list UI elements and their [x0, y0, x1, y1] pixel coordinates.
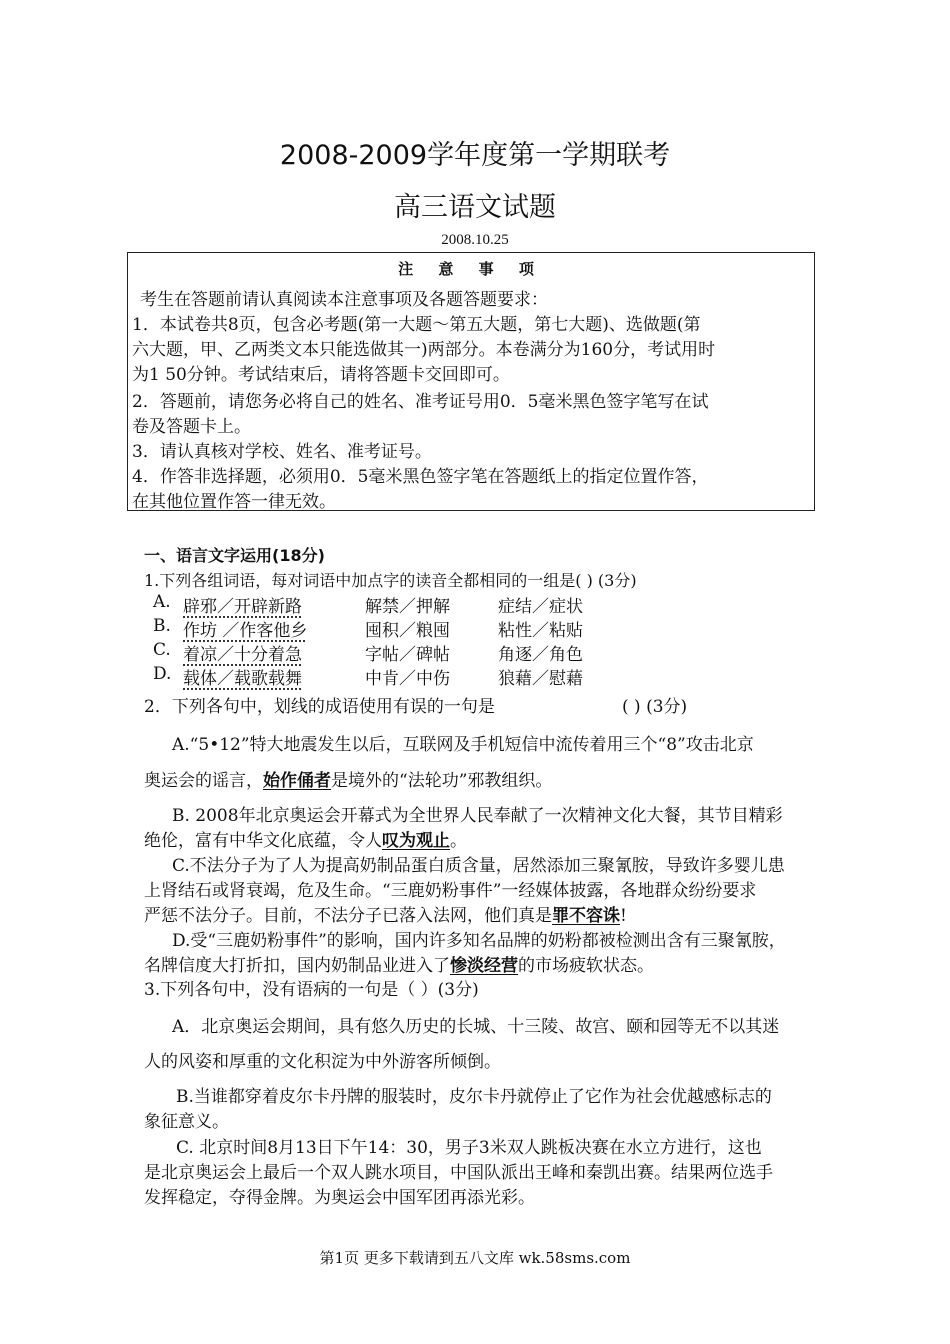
q2-b-line2 [144, 826, 467, 851]
q3-a-line2: 人的风姿和厚重的文化积淀为中外游客所倾倒。 [144, 1052, 501, 1072]
option-word: 粘性／粘贴 [498, 621, 583, 641]
text: 。 [450, 831, 467, 851]
q3-b-line2: 象征意义。 [144, 1112, 229, 1132]
option-word: 着凉／十分着急 [183, 645, 302, 665]
option-word: 载体／载歌载舞 [183, 669, 302, 689]
notice-line: 卷及答题卡上。 [132, 417, 251, 437]
option-word: 狼藉／慰藉 [498, 669, 583, 689]
underlined-idiom: 叹为观止 [382, 831, 450, 851]
option-word: 解禁／押解 [365, 597, 450, 617]
q2-c-line2: 上肾结石或肾衰竭，危及生命。“三鹿奶粉事件”一经媒体披露，各地群众纷纷要求 [144, 881, 757, 901]
text: 奥运会的谣言， [144, 771, 263, 791]
q1-option-b [153, 616, 583, 641]
option-letter: A. [153, 592, 171, 612]
option-word: 字帖／碑帖 [365, 645, 450, 665]
q2-c-line3 [144, 901, 627, 926]
notice-line: 六大题，甲、乙两类文本只能选做其一)两部分。本卷满分为160分，考试用时 [132, 340, 716, 360]
q1-option-c [153, 640, 583, 665]
q3-stem: 3.下列各句中，没有语病的一句是（ ）(3分) [144, 980, 479, 1000]
notice-line: 2．答题前，请您务必将自己的姓名、准考证号用0．5毫米黑色签字笔写在试 [132, 392, 709, 412]
exam-date: 2008.10.25 [441, 232, 509, 248]
option-word: 作坊 ／作客他乡 [183, 621, 308, 641]
text: 名牌信度大打折扣，国内奶制品业进入了 [144, 956, 450, 976]
q2-answer-paren: ( ) (3分) [622, 697, 688, 717]
notice-line: 在其他位置作答一律无效。 [132, 492, 336, 512]
text: 是境外的“法轮功”邪教组织。 [331, 771, 553, 791]
option-word: 角逐／角色 [498, 645, 583, 665]
q2-stem: 2．下列各句中，划线的成语使用有误的一句是 [144, 697, 495, 717]
exam-title: 2008-2009学年度第一学期联考 [279, 140, 671, 171]
text: 严惩不法分子。目前，不法分子已落入法网，他们真是 [144, 906, 552, 926]
q2-a-line2 [144, 766, 552, 791]
option-word: 辟邪／开辟新路 [183, 597, 302, 617]
option-letter: C. [153, 640, 171, 660]
q1-stem: 1.下列各组词语，每对词语中加点字的读音全都相同的一组是( ) (3分) [144, 571, 637, 590]
section-title: 一、语言文字运用(18分) [144, 546, 325, 565]
q2-c-line1: C.不法分子为了人为提高奶制品蛋白质含量，居然添加三聚氰胺，导致许多婴儿患 [172, 856, 785, 876]
option-word: 中肯／中伤 [365, 669, 450, 689]
notice-box [127, 252, 815, 511]
notice-line: 为1 50分钟。考试结束后，请将答题卡交回即可。 [132, 365, 510, 385]
exam-subtitle: 高三语文试题 [394, 192, 556, 223]
underlined-idiom: 始作俑者 [263, 771, 331, 791]
option-letter: B. [153, 616, 171, 636]
text: ! [620, 906, 627, 926]
q2-d-line2 [144, 951, 654, 976]
q3-a-line1: A．北京奥运会期间，具有悠久历史的长城、十三陵、故宫、颐和园等无不以其迷 [172, 1017, 780, 1037]
q1-option-a [153, 592, 583, 617]
q2-b-line1: B. 2008年北京奥运会开幕式为全世界人民奉献了一次精神文化大餐，其节目精彩 [172, 806, 783, 826]
q2-a-line1: A.“5•12”特大地震发生以后，互联网及手机短信中流传着用三个“8”攻击北京 [172, 735, 754, 755]
notice-line: 3．请认真核对学校、姓名、准考证号。 [132, 442, 432, 462]
notice-heading: 注 意 事 项 [398, 260, 544, 278]
option-word: 囤积／粮囤 [365, 621, 450, 641]
notice-line: 4．作答非选择题，必须用0．5毫米黑色签字笔在答题纸上的指定位置作答， [132, 467, 709, 487]
q2-d-line1: D.受“三鹿奶粉事件”的影响，国内许多知名品牌的奶粉都被检测出含有三聚氰胺， [172, 931, 786, 951]
q1-option-d [153, 664, 583, 689]
option-word: 症结／症状 [498, 597, 583, 617]
q3-c-line2: 是北京奥运会上最后一个双人跳水项目，中国队派出王峰和秦凯出赛。结果两位选手 [144, 1163, 773, 1183]
text: 的市场疲软状态。 [518, 956, 654, 976]
text: 绝伦，富有中华文化底蕴，令人 [144, 831, 382, 851]
page-footer: 第1页 更多下载请到五八文库 wk.58sms.com [319, 1249, 631, 1267]
underlined-idiom: 惨淡经营 [450, 956, 518, 976]
underlined-idiom: 罪不容诛 [552, 906, 620, 926]
q3-c-line1: C. 北京时间8月13日下午14：30，男子3米双人跳板决赛在水立方进行，这也 [176, 1138, 762, 1158]
notice-line: 1．本试卷共8页，包含必考题(第一大题～第五大题，第七大题)、选做题(第 [132, 315, 701, 335]
notice-line: 考生在答题前请认真阅读本注意事项及各题答题要求： [140, 290, 548, 310]
q3-c-line3: 发挥稳定，夺得金牌。为奥运会中国军团再添光彩。 [144, 1188, 535, 1208]
option-letter: D. [153, 664, 172, 684]
q3-b-line1: B.当谁都穿着皮尔卡丹牌的服装时，皮尔卡丹就停止了它作为社会优越感标志的 [176, 1087, 772, 1107]
